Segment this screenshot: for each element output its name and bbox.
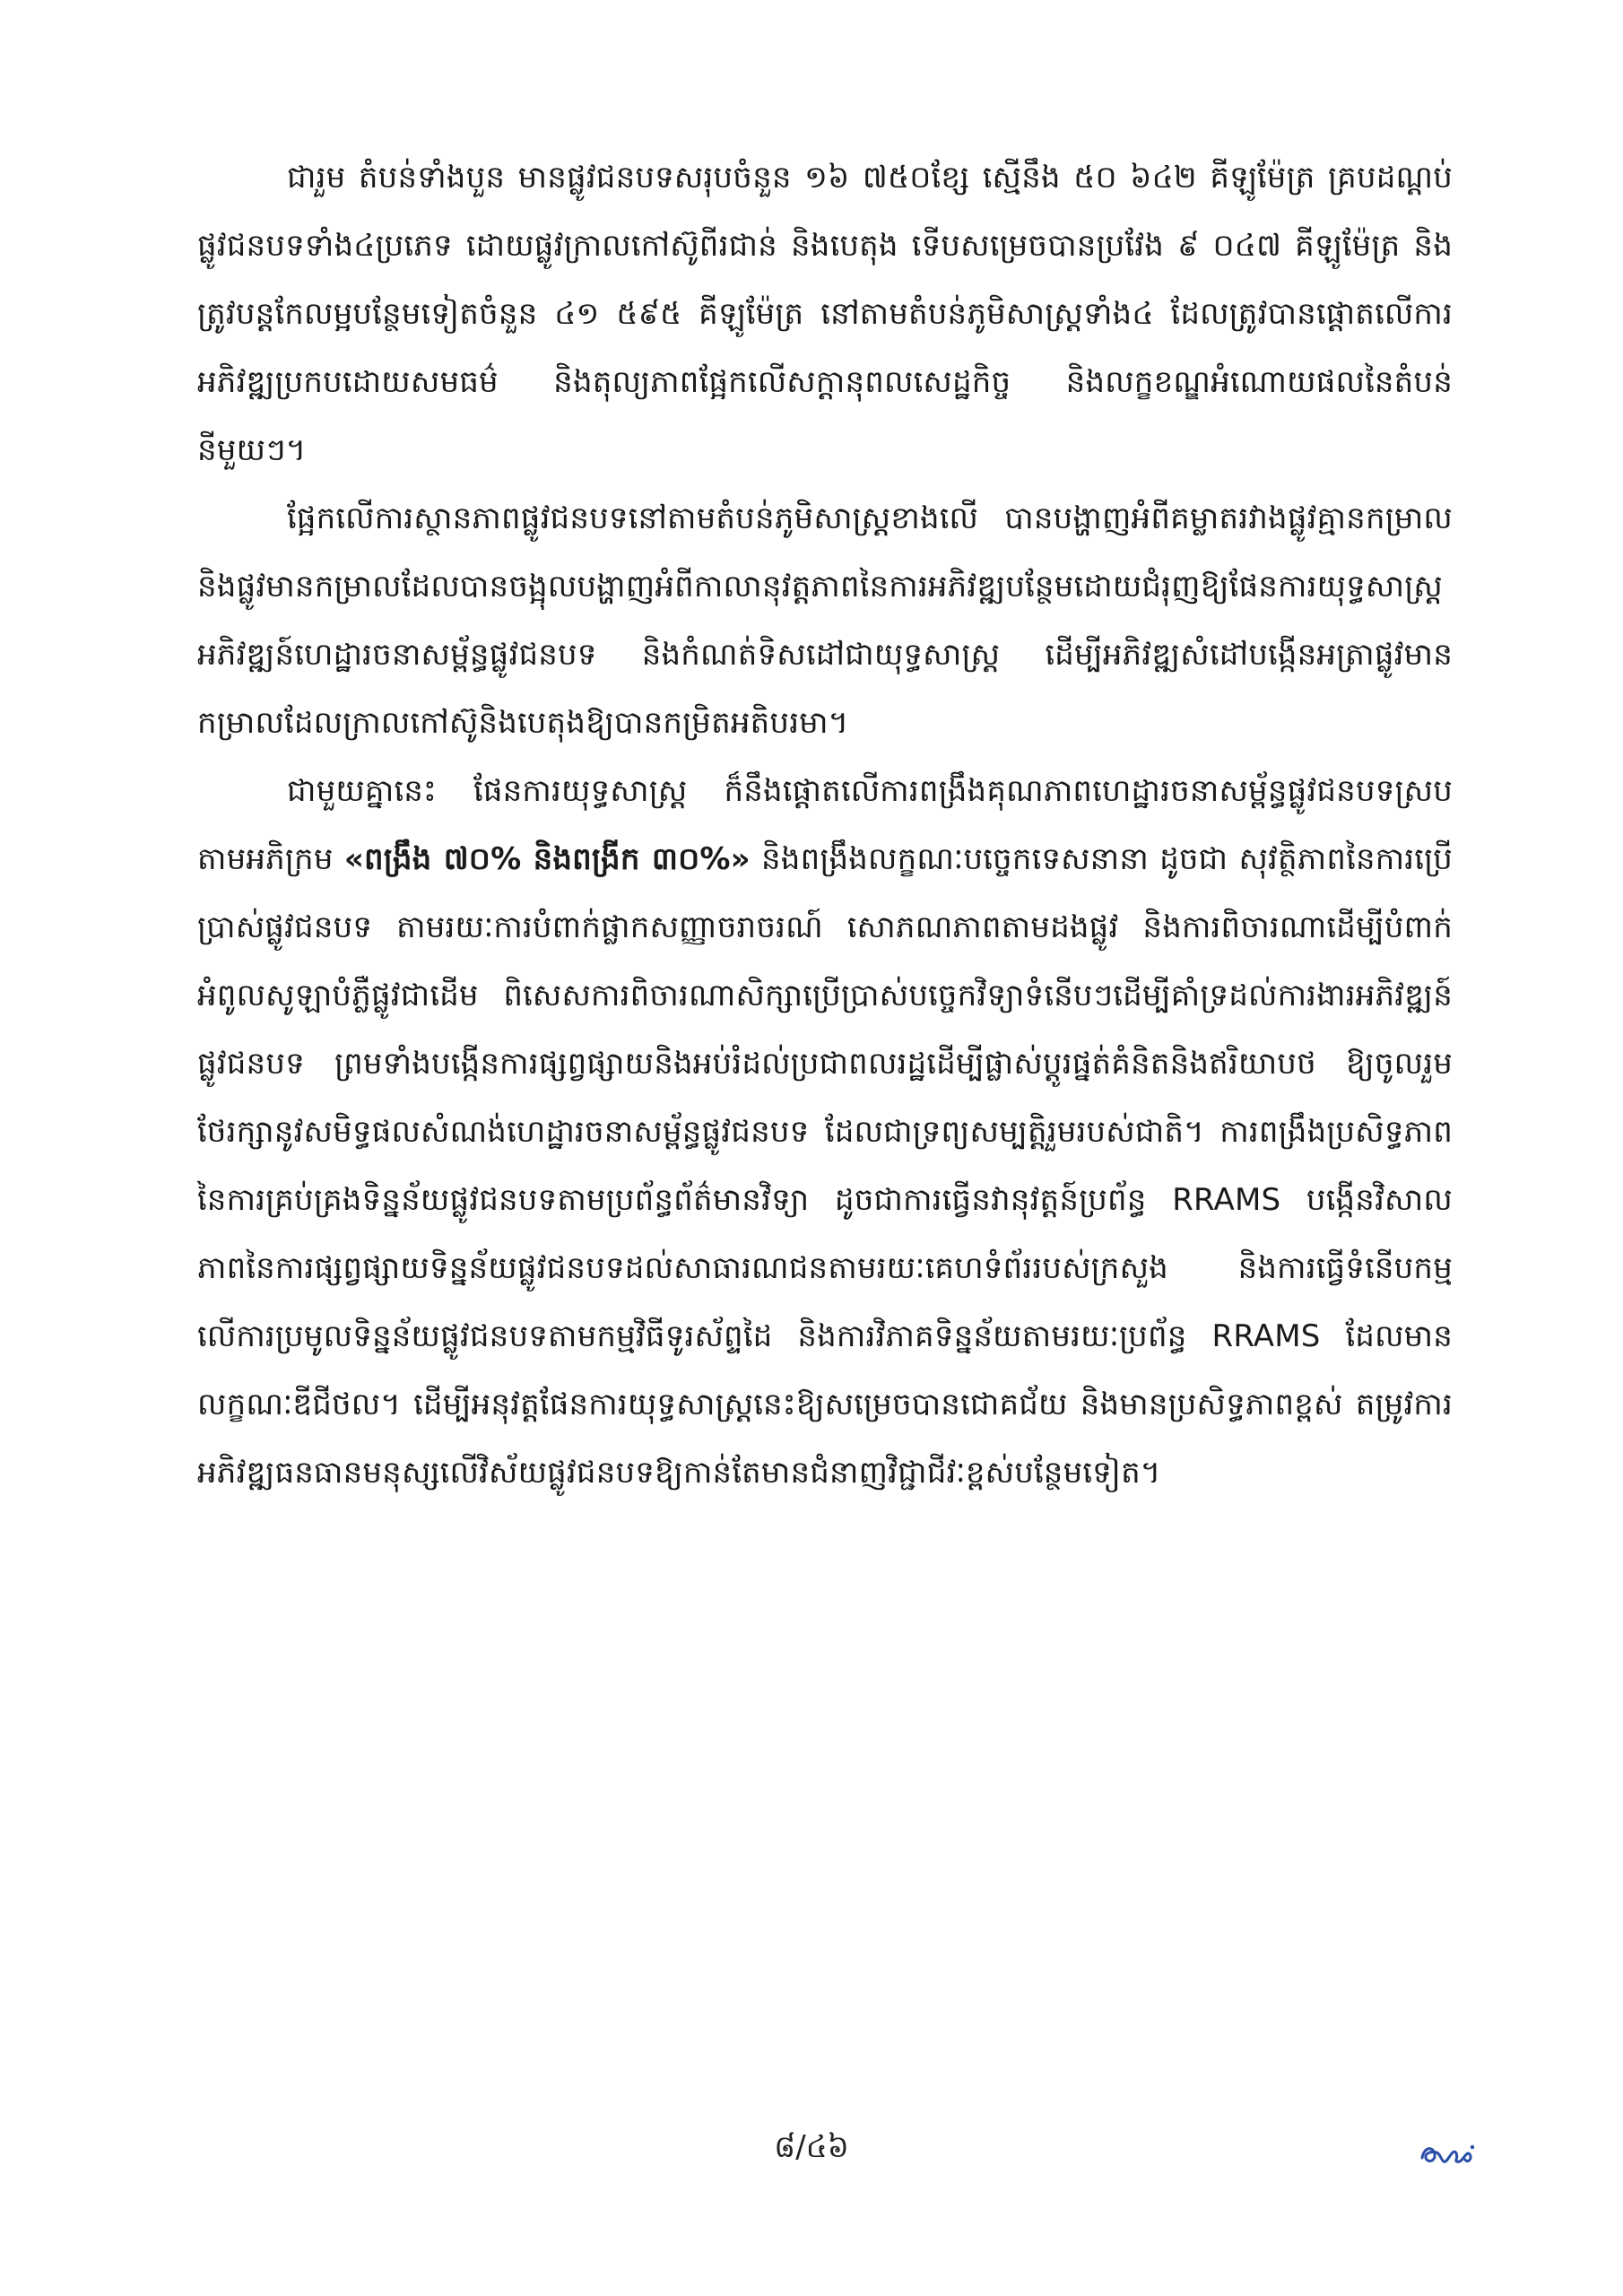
handwritten-initial-signature (1417, 2135, 1480, 2170)
document-body (197, 144, 1453, 1507)
paragraph-2 (197, 484, 1453, 757)
paragraph-3-bold-approach: «ពង្រឹង ៧០% និងពង្រីក ៣០%» (343, 841, 751, 877)
paragraph-1 (197, 144, 1453, 484)
page-number: ៨/៤៦ (774, 2129, 849, 2165)
paragraph-1-text: ជារួម តំបន់ទាំងបួន មានផ្លូវជនបទសរុបចំនួន ១៦ ៧៥០ខ្សែ ស្មើនឹង ៥០ ៦៤២ គីឡូម៉ែត្រ គ្របដណ្ដប់ផ្លូវជនបទទាំង៤ប្រភេទ ដោយផ្លូវក្រាលកៅស៊ូពីរជាន់ និងបេតុង ទើបសម្រេចបានប្រវែង ៩ ០៤៧ គីឡូម៉ែត្រ និងត្រូវបន្តកែលម្អបន្ថែមទៀតចំនួន ៤១ ៥៩៥ គីឡូម៉ែត្រ នៅតាមតំបន់ភូមិសាស្ត្រទាំង៤ ដែលត្រូវបានផ្ដោតលើការអភិវឌ្ឍប្រកបដោយសមធម៌ និងតុល្យភាពផ្អែកលើសក្ដានុពលសេដ្ឋកិច្ច និងលក្ខខណ្ឌអំណោយផលនៃតំបន់នីមួយៗ។ (197, 160, 1453, 468)
paragraph-3 (197, 757, 1453, 1507)
paragraph-2-text: ផ្អែកលើការស្ថានភាពផ្លូវជនបទនៅតាមតំបន់ភូមិសាស្ត្រខាងលើ បានបង្ហាញអំពីគម្លាតរវាងផ្លូវគ្មានកម្រាលនិងផ្លូវមានកម្រាលដែលបានចង្អុលបង្ហាញអំពីកាលានុវត្តភាពនៃការអភិវឌ្ឍបន្ថែមដោយជំរុញឱ្យផែនការយុទ្ធសាស្ត្រអភិវឌ្ឍន៍ហេដ្ឋារចនាសម្ព័ន្ធផ្លូវជនបទ និងកំណត់ទិសដៅជាយុទ្ធសាស្ត្រ ដើម្បីអភិវឌ្ឍសំដៅបង្កើនអត្រាផ្លូវមានកម្រាលដែលក្រាលកៅស៊ូនិងបេតុងឱ្យបានកម្រិតអតិបរមា។ (197, 500, 1453, 741)
paragraph-3-text-rest: និងពង្រឹងលក្ខណៈបច្ចេកទេសនានា ដូចជា សុវត្ថិភាពនៃការប្រើប្រាស់ផ្លូវជនបទ តាមរយៈការបំពាក់ផ្លាកសញ្ញាចរាចរណ៍ សោភណភាពតាមដងផ្លូវ និងការពិចារណាដើម្បីបំពាក់អំពូលសូឡាបំភ្លឺផ្លូវជាដើម ពិសេសការពិចារណាសិក្សាប្រើប្រាស់បច្ចេកវិទ្យាទំនើបៗដើម្បីគាំទ្រដល់ការងារអភិវឌ្ឍន៍ផ្លូវជនបទ ព្រមទាំងបង្កើនការផ្សព្វផ្សាយនិងអប់រំដល់ប្រជាពលរដ្ឋដើម្បីផ្លាស់ប្ដូរផ្នត់គំនិតនិងឥរិយាបថ ឱ្យចូលរួមថែរក្សានូវសមិទ្ធផលសំណង់ហេដ្ឋារចនាសម្ព័ន្ធផ្លូវជនបទ ដែលជាទ្រព្យសម្បត្តិរួមរបស់ជាតិ។ ការពង្រឹងប្រសិទ្ធភាពនៃការគ្រប់គ្រងទិន្នន័យផ្លូវជនបទតាមប្រព័ន្ធព័ត៌មានវិទ្យា ដូចជាការធ្វើនវានុវត្តន៍ប្រព័ន្ធ RRAMS បង្កើនវិសាលភាពនៃការផ្សព្វផ្សាយទិន្នន័យផ្លូវជនបទដល់សាធារណជនតាមរយៈគេហទំព័ររបស់ក្រសួង និងការធ្វើទំនើបកម្មលើការប្រមូលទិន្នន័យផ្លូវជនបទតាមកម្មវិធីទូរស័ព្ទដៃ និងការវិភាគទិន្នន័យតាមរយៈប្រព័ន្ធ RRAMS ដែលមានលក្ខណៈឌីជីថល។ ដើម្បីអនុវត្តផែនការយុទ្ធសាស្ត្រនេះឱ្យសម្រេចបានជោគជ័យ និងមានប្រសិទ្ធភាពខ្ពស់ តម្រូវការអភិវឌ្ឍធនធានមនុស្សលើវិស័យផ្លូវជនបទឱ្យកាន់តែមានជំនាញវិជ្ជាជីវៈខ្ពស់បន្ថែមទៀត។ (197, 841, 1453, 1491)
paragraph-3-text-start: ជាមួយគ្នានេះ ផែនការយុទ្ធសាស្ត្រ ក៏នឹងផ្ដោតលើការពង្រឹងគុណភាពហេដ្ឋារចនាសម្ព័ន្ធផ្លូវជនបទស្របតាមអភិក្រម (197, 773, 1453, 877)
